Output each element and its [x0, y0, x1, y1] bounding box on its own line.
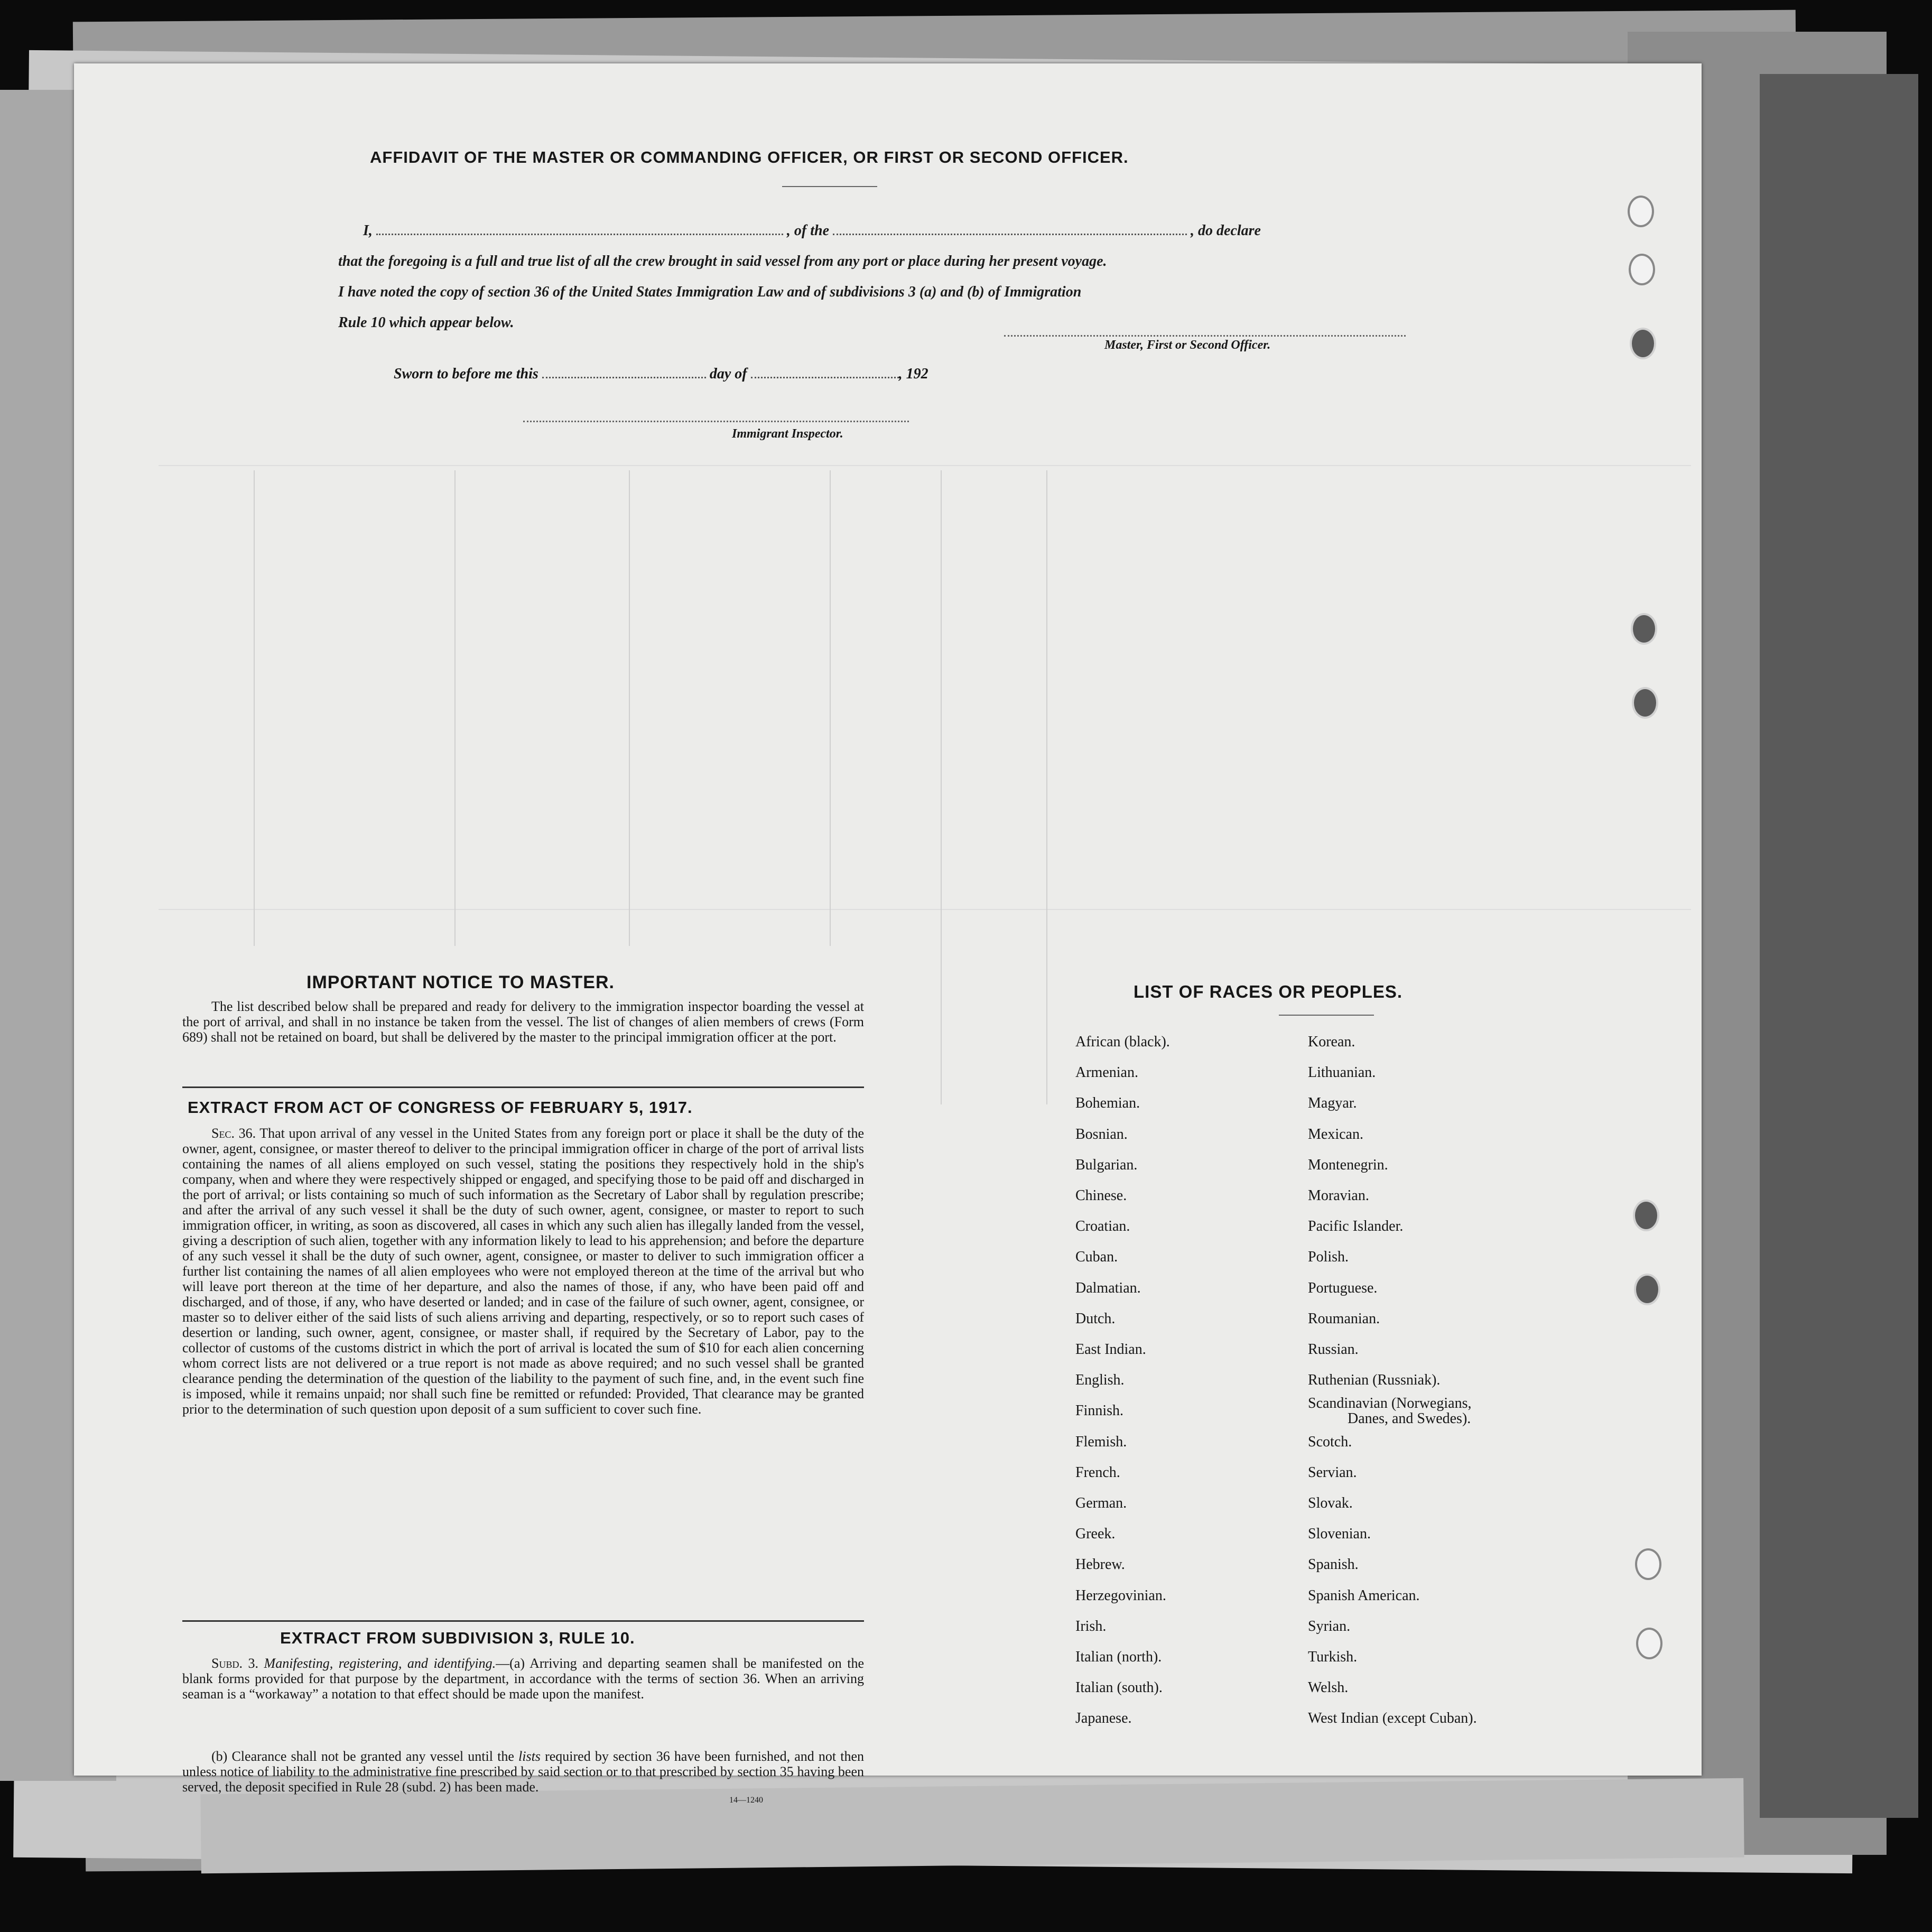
race-item-continuation: Danes, and Swedes). — [1348, 1410, 1471, 1427]
race-item: Lithuanian. — [1308, 1064, 1376, 1081]
rule-subdivision-label: Subd. 3. — [211, 1656, 258, 1671]
race-item: Korean. — [1308, 1034, 1355, 1050]
punch-hole — [1636, 1628, 1662, 1659]
affidavit-line3: I have noted the copy of section 36 of the United States Immigration Law and of subdivisions 3 (a) and (b) of Immigration — [338, 284, 1082, 300]
race-item: Bosnian. — [1075, 1126, 1128, 1143]
race-item: West Indian (except Cuban). — [1308, 1710, 1477, 1727]
notice-body: The list described below shall be prepared and ready for delivery to the immigration inspector boarding the vessel at the port of arrival, and shall in no instance be taken from the vessel. The list of changes of alien members of crews (Form 689) shall not be retained on board, but shall be delivered by the master to the principal immigration officer at the port. — [182, 999, 864, 1045]
races-right-column — [1308, 1027, 1477, 1734]
year-label: , 192 — [898, 366, 928, 382]
race-item: English. — [1075, 1372, 1125, 1389]
act-text: That upon arrival of any vessel in the United States from any foreign port or place it shall be the duty of the owner, agent, consignee, or master thereof to deliver to the principal immigration officer in charge of the port of arrival lists containing the names of all aliens employed on such vessel, stating the positions they respectively hold in the ship's company, when and where they were respectively shipped or engaged, and specifying those to be paid off and discharged in the port of arrival; or lists containing so much of such information as the Secretary of Labor shall by regulation prescribe; and after the arrival of any such vessel it shall be the duty of such owner, agent, consignee, or master to report to such immigration officer, in writing, as soon as discovered, all cases in which any such alien has illegally landed from the vessel, giving a description of such alien, together with any information likely to lead to his apprehension; and before the departure of any such vessel it shall be the duty of such owner, agent, consignee, or master to deliver to such immigration officer a further list containing the names of all alien employees who were not employed thereon at the time of the arrival but who will leave port thereon at the time of her departure, and also the names of those, if any, who have been paid off and discharged, and of those, if any, who have deserted or landed; and in case of the failure of such owner, agent, consignee, or master so to deliver either of the said lists of such aliens arriving and departing, respectively, or so to report such cases of desertion or landing, such owner, agent, consignee, or master shall, if required by the Secretary of Labor, pay to the collector of customs of the customs district in which the port of arrival is located the sum of $10 for each alien concerning whom correct lists are not delivered or a true report is not made as above required; and no such vessel shall be granted clearance pending the determination of the question of the liability to the payment of such fine, and, in the event such fine is imposed, while it remains unpaid; nor shall such fine be remitted or refunded: Provided, That clearance may be granted prior to the determination of such question upon deposit of a sum sufficient to cover such fine. — [182, 1126, 865, 1417]
race-item: Spanish American. — [1308, 1587, 1420, 1604]
race-item: Irish. — [1075, 1618, 1107, 1634]
race-item: East Indian. — [1075, 1341, 1146, 1358]
day-of-label: day of — [709, 366, 747, 382]
race-item: Dalmatian. — [1075, 1279, 1141, 1296]
race-item: Roumanian. — [1308, 1310, 1380, 1327]
punch-hole — [1635, 1548, 1661, 1580]
rule-heading: Manifesting, registering, and identifying. — [264, 1656, 496, 1671]
punch-hole — [1634, 1274, 1660, 1305]
race-item: Dutch. — [1075, 1310, 1116, 1327]
race-item: French. — [1075, 1464, 1120, 1481]
race-item: Japanese. — [1075, 1710, 1132, 1727]
race-item: Syrian. — [1308, 1618, 1351, 1634]
rule-text-a: —(a) Arriving and departing seamen shall be manifested on the blank forms provided for that purpose by the department, in accordance with the terms of section 36. When an arriving seaman is a “workaway” a notation to that effect should be made upon the manifest. — [182, 1656, 864, 1702]
race-item: Chinese. — [1075, 1187, 1127, 1204]
punch-hole — [1630, 328, 1656, 359]
rule-body-b — [182, 1749, 864, 1795]
race-item: Armenian. — [1075, 1064, 1138, 1081]
officer-caption: Master, First or Second Officer. — [1104, 338, 1271, 352]
rule-title: EXTRACT FROM SUBDIVISION 3, RULE 10. — [280, 1629, 635, 1647]
race-item: Portuguese. — [1308, 1279, 1378, 1296]
race-item: Greek. — [1075, 1526, 1116, 1543]
race-item: Finnish. — [1075, 1402, 1124, 1419]
affidavit-line1-b: , of the — [786, 222, 830, 239]
punch-hole — [1631, 613, 1657, 645]
inspector-caption: Immigrant Inspector. — [732, 427, 843, 441]
race-item: Polish. — [1308, 1249, 1349, 1266]
affidavit-line4: Rule 10 which appear below. — [338, 314, 514, 331]
notice-title: IMPORTANT NOTICE TO MASTER. — [306, 972, 615, 992]
race-item: Croatian. — [1075, 1218, 1130, 1235]
race-item: Bohemian. — [1075, 1095, 1140, 1112]
sworn-line — [394, 366, 928, 383]
affidavit-line1-c: , do declare — [1191, 222, 1261, 239]
race-item: Scotch. — [1308, 1433, 1352, 1450]
act-body — [182, 1126, 864, 1417]
race-item: Spanish. — [1308, 1556, 1359, 1573]
race-item: Slovenian. — [1308, 1526, 1371, 1543]
inspector-signature-line — [523, 421, 909, 422]
background-sheet-right — [1760, 74, 1918, 1818]
document-page — [74, 63, 1702, 1805]
race-item: Bulgarian. — [1075, 1156, 1138, 1173]
race-item: Ruthenian (Russniak). — [1308, 1372, 1441, 1389]
race-item: African (black). — [1075, 1034, 1170, 1050]
race-item: Turkish. — [1308, 1649, 1358, 1666]
act-title: EXTRACT FROM ACT OF CONGRESS OF FEBRUARY 5, 1917. — [188, 1098, 693, 1117]
race-item: Magyar. — [1308, 1095, 1357, 1112]
race-item: Hebrew. — [1075, 1556, 1125, 1573]
act-section-label: Sec. 36. — [211, 1126, 256, 1141]
race-item: Italian (north). — [1075, 1649, 1162, 1666]
race-item: Montenegrin. — [1308, 1156, 1388, 1173]
race-item: Moravian. — [1308, 1187, 1369, 1204]
race-item: Italian (south). — [1075, 1679, 1163, 1696]
affidavit-heading: AFFIDAVIT OF THE MASTER OR COMMANDING OFFICER, OR FIRST OR SECOND OFFICER. — [370, 148, 1129, 166]
punch-hole — [1632, 687, 1658, 719]
rule-body-a — [182, 1656, 864, 1702]
race-item: Russian. — [1308, 1341, 1359, 1358]
rule-text-b1: (b) Clearance shall not be granted any vessel until the — [211, 1749, 514, 1764]
races-title: LIST OF RACES OR PEOPLES. — [1134, 982, 1403, 1001]
races-left-column — [1075, 1027, 1170, 1734]
race-item: Flemish. — [1075, 1433, 1127, 1450]
punch-hole — [1629, 254, 1655, 285]
race-item: Mexican. — [1308, 1126, 1363, 1143]
form-code: 14—1240 — [729, 1796, 763, 1805]
sworn-label: Sworn to before me this — [394, 366, 538, 382]
race-item: Cuban. — [1075, 1249, 1118, 1266]
officer-signature-line — [1004, 335, 1406, 337]
race-item-scandinavian — [1308, 1396, 1477, 1426]
race-item: German. — [1075, 1495, 1127, 1512]
rule-text-b2: required by section 36 have been furnished, and not then unless notice of liability to the administrative fine prescribed by said section or to that prescribed by section 35 having been served, the deposit specified in Rule 28 (subd. 2) has been made. — [182, 1749, 865, 1795]
punch-hole — [1628, 196, 1654, 227]
race-item: Slovak. — [1308, 1495, 1353, 1512]
race-item: Servian. — [1308, 1464, 1357, 1481]
race-item: Herzegovinian. — [1075, 1587, 1166, 1604]
punch-hole — [1633, 1200, 1659, 1231]
race-item: Pacific Islander. — [1308, 1218, 1404, 1235]
affidavit-line2: that the foregoing is a full and true list of all the crew brought in said vessel from any port or place during her present voyage. — [338, 253, 1107, 270]
affidavit-body — [338, 216, 1416, 338]
affidavit-line1-a: I, — [363, 222, 373, 239]
race-item: Scandinavian (Norwegians, — [1308, 1395, 1472, 1412]
rule-text-lists: lists — [518, 1749, 541, 1764]
race-item: Welsh. — [1308, 1679, 1349, 1696]
